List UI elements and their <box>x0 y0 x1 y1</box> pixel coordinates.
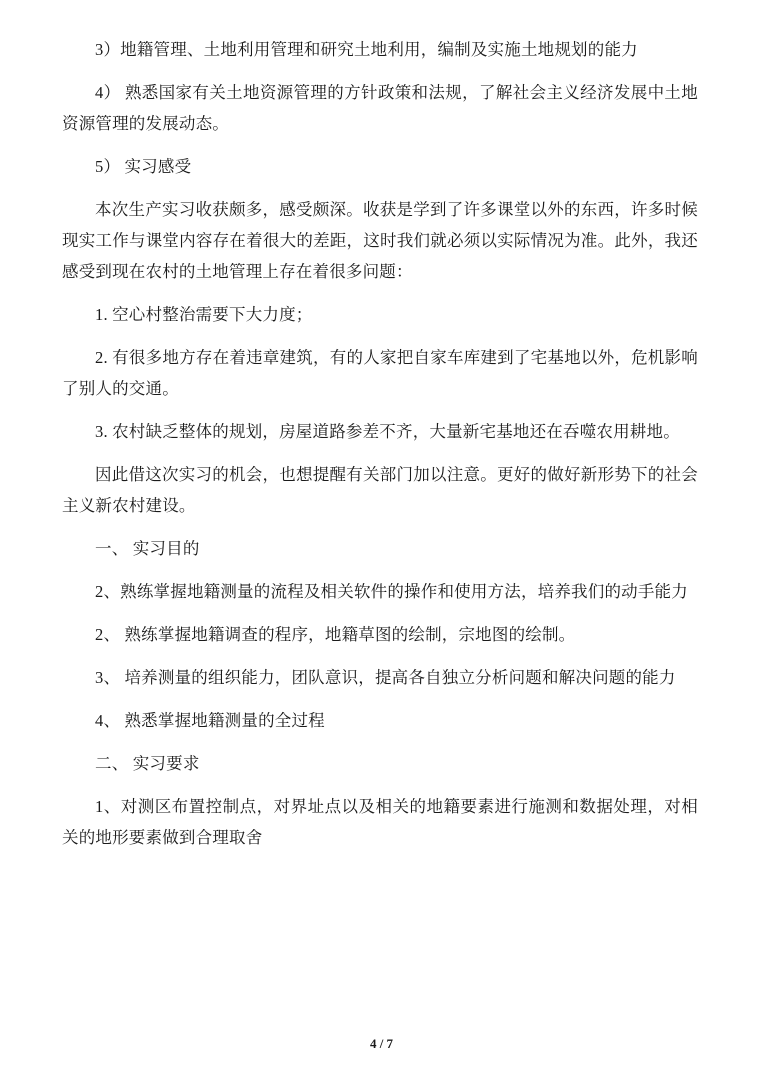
paragraph: 3、 培养测量的组织能力，团队意识，提高各自独立分析问题和解决问题的能力 <box>95 668 676 687</box>
paragraph: 2、 熟练掌握地籍调查的程序，地籍草图的绘制，宗地图的绘制。 <box>95 625 576 644</box>
paragraph: 4、 熟悉掌握地籍测量的全过程 <box>95 711 325 730</box>
paragraph: 2. 有很多地方存在着违章建筑，有的人家把自家车库建到了宅基地以外，危机影响了别人的交通。 <box>62 348 698 398</box>
paragraph: 一、 实习目的 <box>95 539 200 558</box>
paragraph: 5） 实习感受 <box>95 157 192 176</box>
paragraph: 3）地籍管理、土地利用管理和研究土地利用，编制及实施土地规划的能力 <box>95 40 638 59</box>
paragraph: 4） 熟悉国家有关土地资源管理的方针政策和法规，了解社会主义经济发展中土地资源管理的发展动态。 <box>62 83 698 133</box>
paragraph: 1. 空心村整治需要下大力度； <box>95 305 313 324</box>
paragraph: 1、对测区布置控制点，对界址点以及相关的地籍要素进行施测和数据处理，对相关的地形要素做到合理取舍 <box>62 797 698 847</box>
paragraph: 二、 实习要求 <box>95 754 200 773</box>
paragraph: 因此借这次实习的机会，也想提醒有关部门加以注意。更好的做好新形势下的社会主义新农村建设。 <box>62 465 698 515</box>
document-body <box>62 34 698 865</box>
paragraph: 2、熟练掌握地籍测量的流程及相关软件的操作和使用方法，培养我们的动手能力 <box>95 582 688 601</box>
paragraph: 3. 农村缺乏整体的规划，房屋道路参差不齐，大量新宅基地还在吞噬农用耕地。 <box>95 422 680 441</box>
page-number: 4 / 7 <box>369 1036 394 1051</box>
paragraph: 本次生产实习收获颇多，感受颇深。收获是学到了许多课堂以外的东西，许多时候现实工作与课堂内容存在着很大的差距，这时我们就必须以实际情况为准。此外，我还感受到现在农村的土地管理上存在着很多问题： <box>62 200 698 281</box>
